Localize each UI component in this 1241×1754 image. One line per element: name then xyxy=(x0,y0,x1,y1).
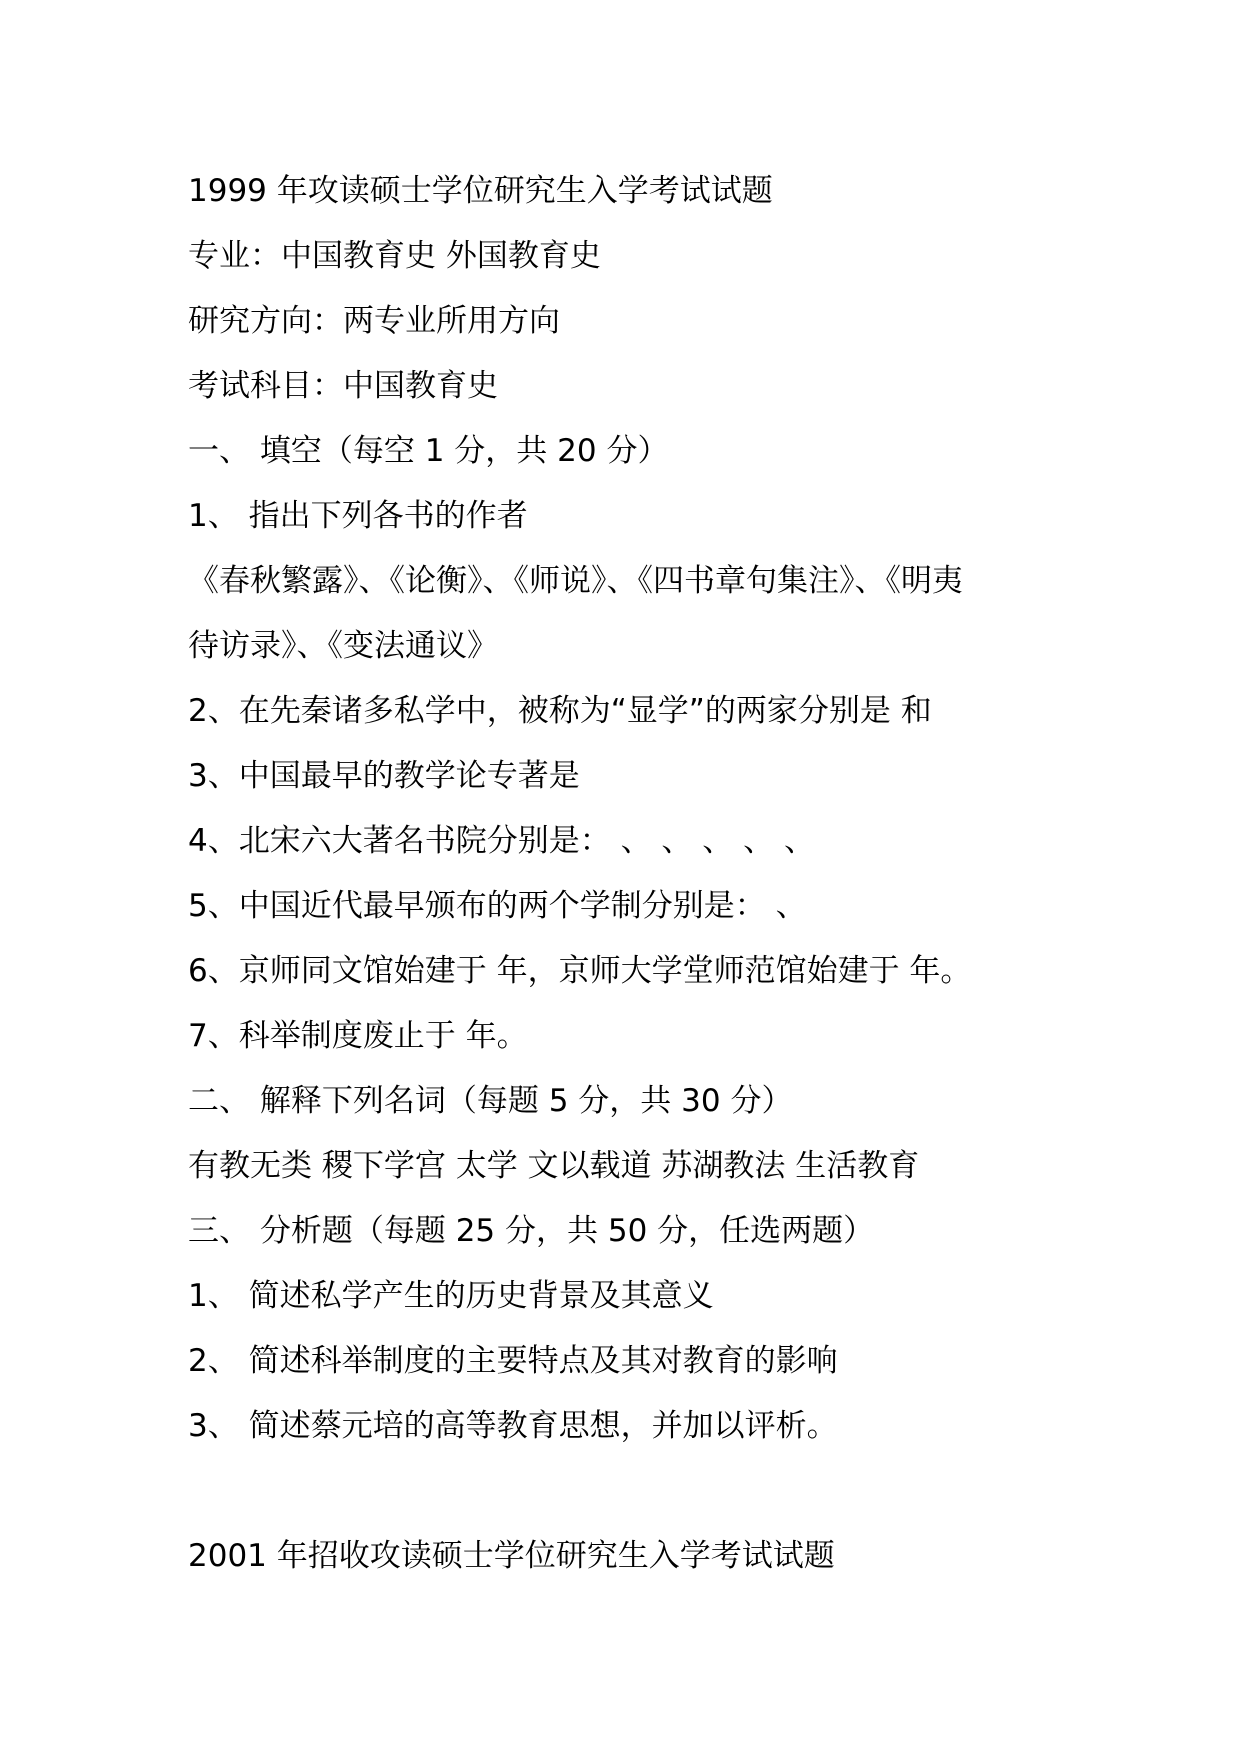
section-1-question-1: 1、 指出下列各书的作者 xyxy=(188,498,528,534)
section-3-question-2: 2、 简述科举制度的主要特点及其对教育的影响 xyxy=(188,1343,838,1379)
section-3-question-3: 3、 简述蔡元培的高等教育思想，并加以评析。 xyxy=(188,1408,838,1444)
exam-title-2001: 2001 年招收攻读硕士学位研究生入学考试试题 xyxy=(188,1538,835,1574)
section-1-heading: 一、 填空（每空 1 分，共 20 分） xyxy=(188,433,669,469)
major-line: 专业：中国教育史 外国教育史 xyxy=(188,238,601,274)
section-2-terms: 有教无类 稷下学宫 太学 文以载道 苏湖教法 生活教育 xyxy=(188,1148,920,1184)
blank-spacer xyxy=(188,1459,1088,1524)
section-1-question-6: 6、京师同文馆始建于 年，京师大学堂师范馆始建于 年。 xyxy=(188,953,972,989)
section-3-question-1: 1、 简述私学产生的历史背景及其意义 xyxy=(188,1278,714,1314)
section-1-question-5: 5、中国近代最早颁布的两个学制分别是： 、 xyxy=(188,888,807,924)
section-2-heading: 二、 解释下列名词（每题 5 分，共 30 分） xyxy=(188,1083,793,1119)
research-direction-line: 研究方向：两专业所用方向 xyxy=(188,303,560,339)
section-1-question-7: 7、科举制度废止于 年。 xyxy=(188,1018,528,1054)
section-1-question-1-books-cont: 待访录》、《变法通议》 xyxy=(188,628,498,664)
exam-title-1999: 1999 年攻读硕士学位研究生入学考试试题 xyxy=(188,173,773,209)
exam-subject-line: 考试科目：中国教育史 xyxy=(188,368,498,404)
section-3-heading: 三、 分析题（每题 25 分，共 50 分，任选两题） xyxy=(188,1213,875,1249)
section-1-question-3: 3、中国最早的教学论专著是 xyxy=(188,758,580,794)
section-1-question-4: 4、北宋六大著名书院分别是： 、 、 、 、 、 xyxy=(188,823,815,859)
section-1-question-1-books: 《春秋繁露》、《论衡》、《师说》、《四书章句集注》、《明夷 xyxy=(188,563,963,599)
section-1-question-2: 2、在先秦诸多私学中，被称为“显学”的两家分别是 和 xyxy=(188,693,932,729)
document-content xyxy=(188,159,1088,1589)
